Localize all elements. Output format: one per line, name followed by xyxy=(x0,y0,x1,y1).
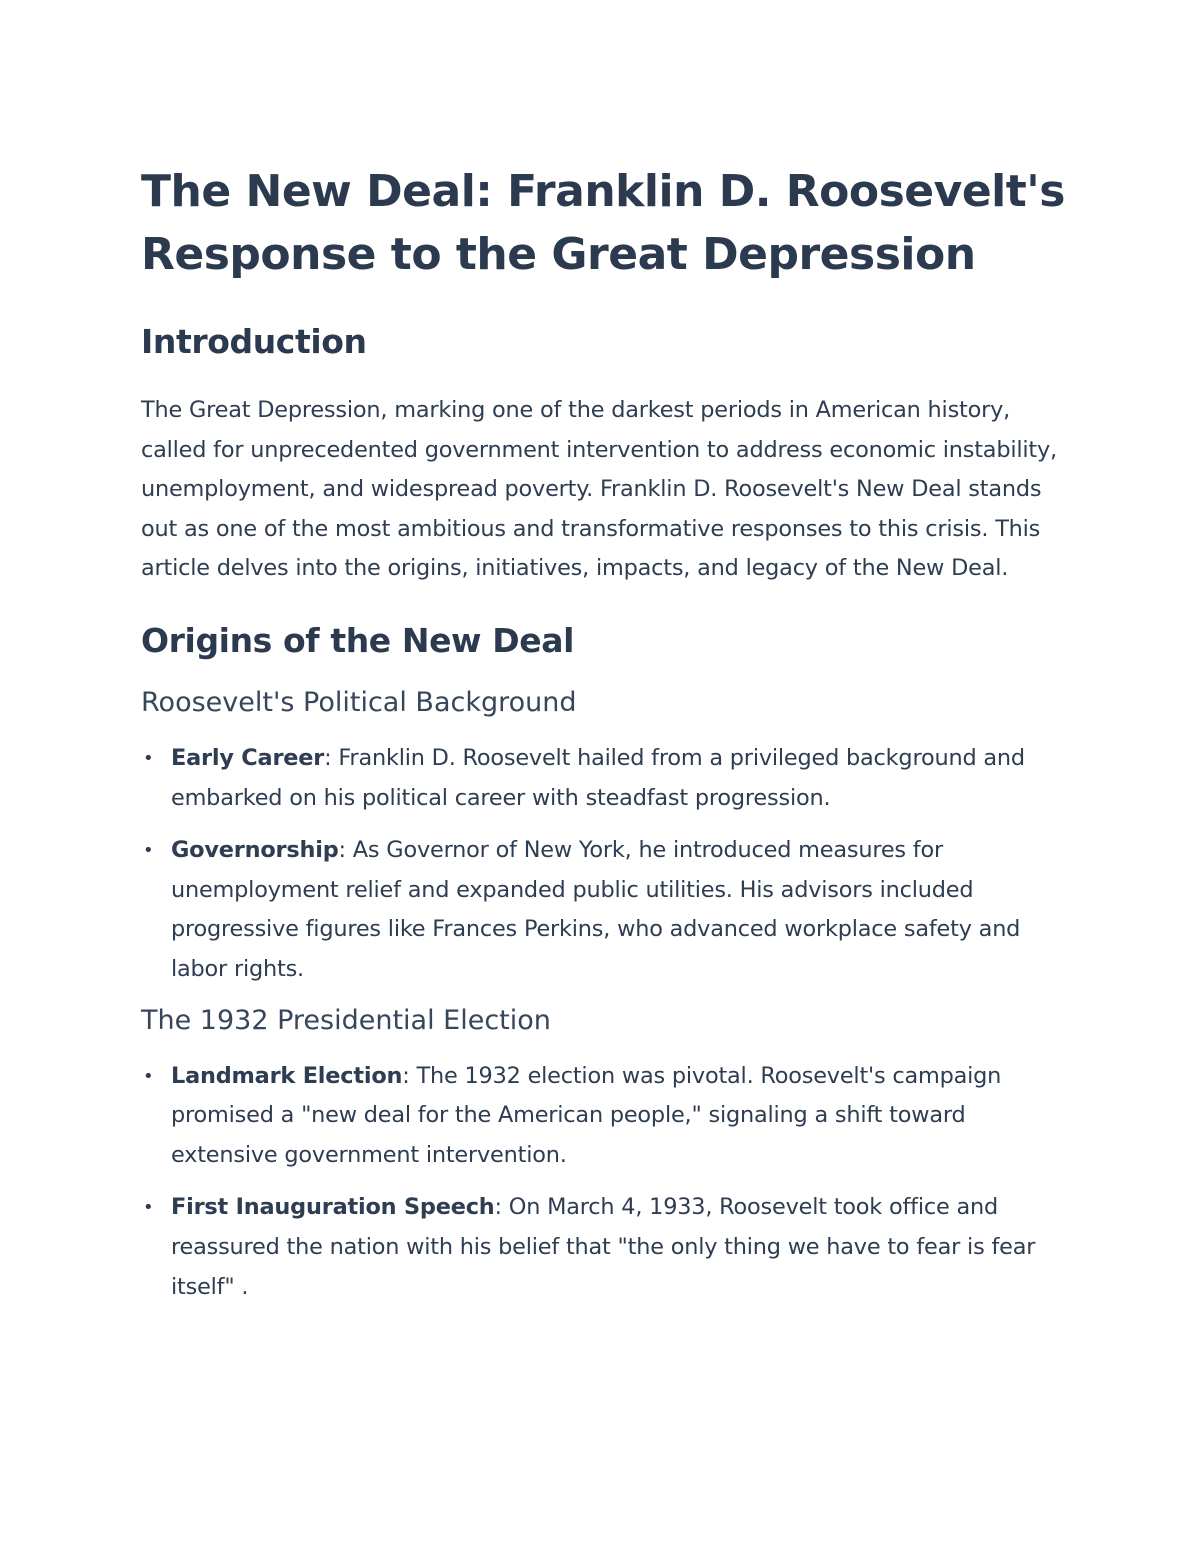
political-background-list xyxy=(141,739,1071,990)
page-title-line-2: Response to the Great Depression xyxy=(141,229,976,280)
page-title xyxy=(141,160,1071,286)
list-item-text: : As Governor of New York, he introduced measures for unemployment relief and expanded public utilities. His advisors included progressive figures like Frances Perkins, who advanced workplace safety and labor rights. xyxy=(171,837,1021,982)
list-item-text: : Franklin D. Roosevelt hailed from a privileged background and embarked on his political career with steadfast progression. xyxy=(171,744,1025,811)
election-heading: The 1932 Presidential Election xyxy=(141,1004,551,1036)
list-item-term: First Inauguration Speech xyxy=(171,1194,495,1221)
bullet-icon: • xyxy=(143,840,154,862)
origins-heading: Origins of the New Deal xyxy=(141,620,574,660)
bullet-icon: • xyxy=(143,1197,154,1219)
introduction-paragraph: The Great Depression, marking one of the darkest periods in American history, called for unprecedented government intervention to address economic instability, unemployment, and widespread poverty. Franklin D. Roosevelt's New Deal stands out as one of the most ambitious and transformative responses to this crisis. This article delves into the origins, initiatives, impacts, and legacy of the New Deal. xyxy=(141,397,1057,582)
political-background-heading: Roosevelt's Political Background xyxy=(141,686,577,718)
list-item xyxy=(141,831,1071,989)
bullet-icon: • xyxy=(143,747,154,769)
bullet-icon: • xyxy=(143,1065,154,1087)
page-title-line-1: The New Deal: Franklin D. Roosevelt's xyxy=(141,166,1065,217)
document-page xyxy=(141,160,1071,1320)
list-item-text: : On March 4, 1933, Roosevelt took office and reassured the nation with his belief that "the only thing we have to fear is fear itself" . xyxy=(171,1194,1036,1300)
list-item xyxy=(141,739,1071,818)
list-item xyxy=(141,1057,1071,1176)
list-item-term: Governorship xyxy=(171,837,339,864)
list-item-term: Landmark Election xyxy=(171,1062,403,1089)
introduction-heading: Introduction xyxy=(141,322,367,361)
list-item-text: : The 1932 election was pivotal. Roosevelt's campaign promised a "new deal for the American people," signaling a shift toward extensive government intervention. xyxy=(171,1062,1002,1168)
list-item-term: Early Career xyxy=(171,744,325,771)
election-list xyxy=(141,1057,1071,1308)
list-item xyxy=(141,1188,1071,1307)
